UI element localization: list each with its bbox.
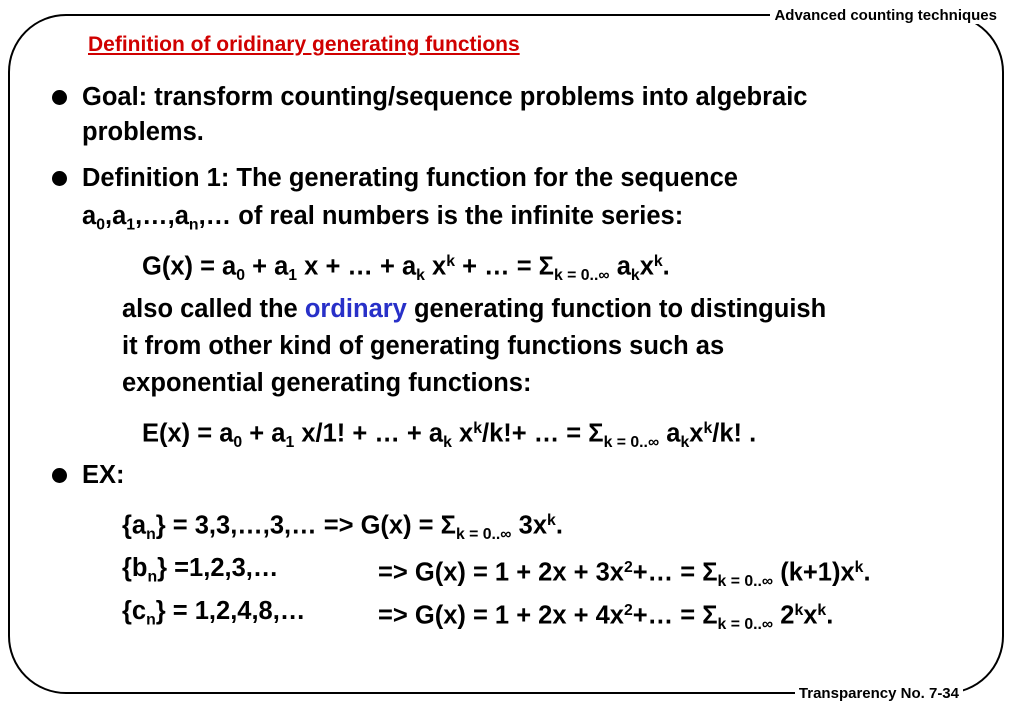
footer-label: Transparency No. 7-34 — [795, 685, 963, 702]
example-b-line: $\{b_n\}$ =1,2,3,… — [122, 554, 279, 586]
slide-title: Definition of oridinary generating functions — [88, 33, 520, 56]
example-c-line: $\{c_n\}$ = 1,2,4,8,… — [122, 597, 306, 629]
also-called-line-2: it from other kind of generating functions such as — [122, 332, 725, 360]
exponential-formula: $E(x) = a_0 + a_1$ x/1! + … + $a_k$ $x^k/k!+$ … = $\Sigma_{k = 0..\infty}$ $a_kx^k/k$! . — [142, 419, 757, 452]
also-called-line-3: exponential generating functions: — [122, 369, 532, 397]
also-called-line-1: also called the ordinary generating function to distinguish — [122, 295, 827, 323]
definition-line-2: $a_0,a_1,\dots,a_n,\dots$ of real numbers is the infinite series: — [82, 202, 684, 234]
bullet-dot — [52, 90, 67, 105]
ex-label: EX: — [82, 461, 125, 489]
bullet-dot — [52, 468, 67, 483]
bullet-dot — [52, 171, 67, 186]
header-label: Advanced counting techniques — [770, 7, 1001, 24]
definition-line-1: Definition 1: The generating function for the sequence — [82, 164, 738, 192]
example-c-formula: => $G(x) = 1 + 2x + 4x^2+\dots = \Sigma_{k = 0..\infty}$ $2^kx^k$. — [378, 601, 834, 634]
goal-line-1: Goal: transform counting/sequence problems into algebraic — [82, 83, 808, 111]
example-a-line: $\{a_n\}$ = 3,3,…,3,… => $G(x) = \Sigma_{k = 0..\infty}$ $3x^k$. — [122, 511, 563, 544]
example-b-formula: => $G(x) = 1 + 2x + 3x^2+\dots = \Sigma_{k = 0..\infty}$ $(k+1)x^k$. — [378, 558, 871, 591]
generating-function-formula: $G(x) = a_0 + a_1$ x + … + $a_k$ $x^k$ + … = $\Sigma_{k = 0..\infty}$ $a_kx^k$. — [142, 252, 670, 285]
ordinary-highlight: ordinary — [304, 295, 407, 323]
goal-line-2: problems. — [82, 118, 204, 146]
